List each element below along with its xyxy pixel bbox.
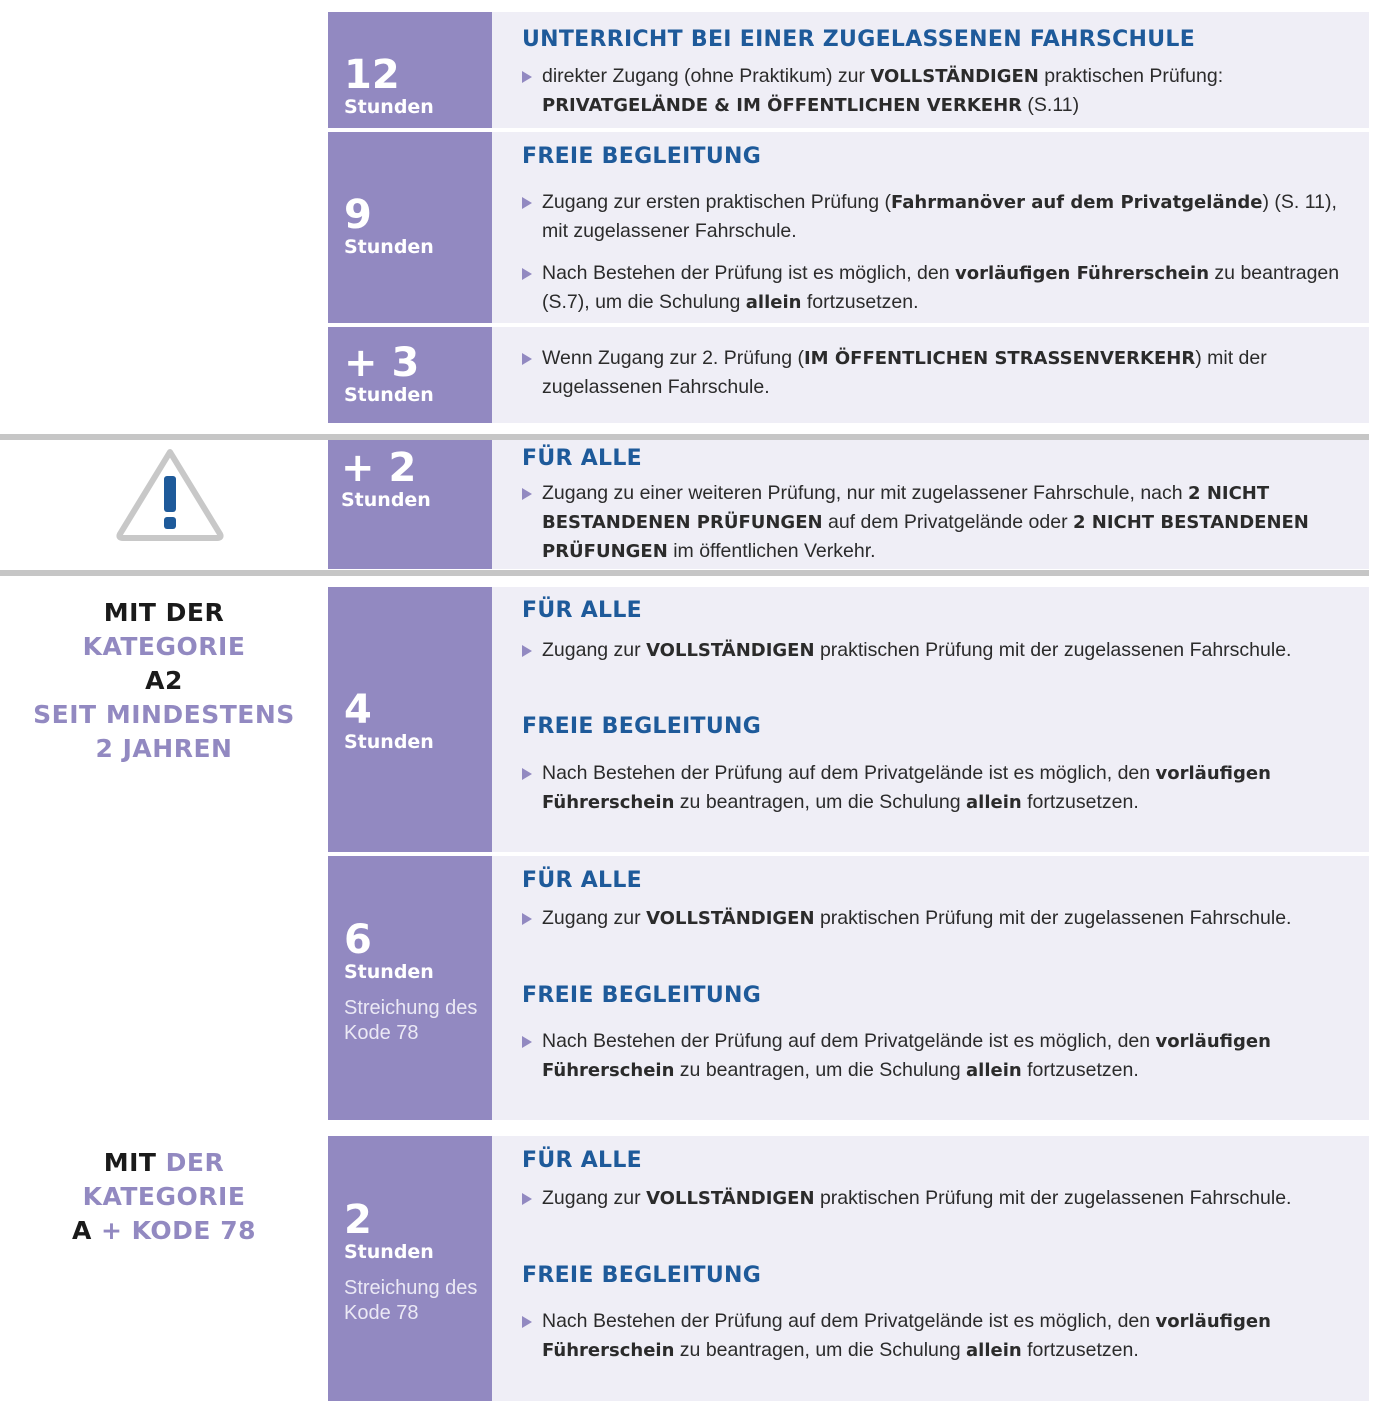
bold-text: 2 NICHT BESTANDENEN PRÜFUNGEN [542,483,1270,533]
side-label-part: A [71,1216,92,1245]
content-panel [492,132,1369,323]
bold-text: IM ÖFFENTLICHEN STRASSENVERKEHR [803,348,1196,369]
hours-box [328,587,492,852]
hours-number: 4 [344,687,372,733]
bullet-triangle-icon [522,1316,532,1328]
bullet-triangle-icon [522,71,532,83]
bullet-text: Nach Bestehen der Prüfung auf dem Privatgelände ist es möglich, den vorläufigen Führerschein zu beantragen, um die Schulung allein fortzusetzen. [522,1307,1314,1365]
hours-box [328,12,492,128]
side-label-part: DER [156,1148,225,1177]
bold-text: allein [966,1060,1022,1081]
block-plus-2-stunden [328,440,1369,569]
bullet-triangle-icon [522,268,532,280]
content-panel [492,327,1369,423]
bold-text: vorläufigen Führerschein [542,1311,1271,1361]
bullet-text: direkter Zugang (ohne Praktikum) zur VOLLSTÄNDIGEN praktischen Prüfung: PRIVATGELÄNDE & IM ÖFFENTLICHEN VERKEHR (S.11) [522,62,1359,120]
bullet-text: Nach Bestehen der Prüfung ist es möglich, den vorläufigen Führerschein zu beantragen (S.7), um die Schulung allein fortzusetzen. [522,259,1359,317]
block-4-stunden [328,587,1369,852]
side-label-part: MIT [103,1148,157,1177]
side-label-line: SEIT MINDESTENS [33,700,295,729]
hours-note: Streichung des Kode 78 [344,1277,478,1324]
section-heading: FREIE BEGLEITUNG [522,983,762,1008]
hours-number: 12 [344,52,400,98]
warning-triangle-icon [114,446,226,546]
side-label-line: KATEGORIE [82,632,246,661]
bullet-text: Nach Bestehen der Prüfung auf dem Privatgelände ist es möglich, den vorläufigen Führerschein zu beantragen, um die Schulung allein fortzusetzen. [522,759,1314,817]
block-6-stunden [328,856,1369,1120]
section-heading: UNTERRICHT BEI EINER ZUGELASSENEN FAHRSCHULE [522,27,1196,52]
section-heading: FÜR ALLE [522,868,642,893]
bullet-text: Zugang zur ersten praktischen Prüfung (Fahrmanöver auf dem Privatgelände) (S. 11), mit zugelassener Fahrschule. [522,188,1359,246]
bullet-text: Wenn Zugang zur 2. Prüfung (IM ÖFFENTLICHEN STRASSENVERKEHR) mit der zugelassenen Fahrschule. [522,344,1359,402]
bold-text: allein [966,792,1022,813]
hours-unit: Stunden [344,96,434,118]
hours-number: 6 [344,917,372,963]
divider-bottom [0,570,1369,576]
section-heading: FÜR ALLE [522,446,642,471]
bullet-triangle-icon [522,913,532,925]
hours-number: + 3 [344,340,420,386]
bold-text: 2 NICHT BESTANDENEN PRÜFUNGEN [542,512,1309,562]
side-label-line [0,1214,328,1248]
bullet-text: Zugang zur VOLLSTÄNDIGEN praktischen Prüfung mit der zugelassenen Fahrschule. [522,636,1344,665]
side-label-a2 [0,596,328,766]
bullet-triangle-icon [522,768,532,780]
side-label-line: KATEGORIE [82,1182,246,1211]
bullet-text: Zugang zur VOLLSTÄNDIGEN praktischen Prüfung mit der zugelassenen Fahrschule. [522,904,1344,933]
section-heading: FREIE BEGLEITUNG [522,714,762,739]
bullet-text: Zugang zu einer weiteren Prüfung, nur mit zugelassener Fahrschule, nach 2 NICHT BESTANDENEN PRÜFUNGEN auf dem Privatgelände oder 2 NICHT BESTANDENEN PRÜFUNGEN im öffentlichen Verkehr. [522,479,1359,566]
section-heading: FÜR ALLE [522,1148,642,1173]
bullet-triangle-icon [522,488,532,500]
hours-box [328,132,492,323]
bold-text: allein [745,292,802,313]
bullet-triangle-icon [522,353,532,365]
block-plus-3-stunden [328,327,1369,423]
content-panel [492,1136,1369,1401]
bold-text: vorläufigen Führerschein [542,1031,1271,1081]
block-12-stunden [328,12,1369,128]
bold-text: Fahrmanöver auf dem Privatgelände [891,192,1263,213]
block-9-stunden [328,132,1369,323]
hours-box [328,1136,492,1401]
content-panel [492,856,1369,1120]
side-label-line: A2 [145,666,183,695]
bold-text: vorläufigen Führerschein [955,263,1210,284]
hours-unit: Stunden [344,384,434,406]
hours-box [328,856,492,1120]
hours-number: 2 [344,1197,372,1243]
bullet-text: Zugang zur VOLLSTÄNDIGEN praktischen Prüfung mit der zugelassenen Fahrschule. [522,1184,1344,1213]
bold-text: allein [966,1340,1022,1361]
section-heading: FÜR ALLE [522,598,642,623]
section-heading: FREIE BEGLEITUNG [522,144,762,169]
bold-text: vorläufigen Führerschein [542,763,1271,813]
hours-unit: Stunden [344,1241,434,1263]
bullet-triangle-icon [522,197,532,209]
content-panel [492,587,1369,852]
hours-box [328,440,492,569]
bold-text: VOLLSTÄNDIGEN [870,66,1039,87]
hours-box [328,327,492,423]
hours-unit: Stunden [341,489,431,511]
hours-number: + 2 [341,445,417,491]
hours-number: 9 [344,192,372,238]
side-label-line [0,1146,328,1180]
side-label-line: MIT DER [103,598,225,627]
content-panel [492,440,1369,569]
hours-unit: Stunden [344,236,434,258]
hours-unit: Stunden [344,961,434,983]
side-label-part: + KODE 78 [91,1216,257,1245]
section-heading: FREIE BEGLEITUNG [522,1263,762,1288]
bold-text: VOLLSTÄNDIGEN [646,1188,815,1209]
bold-text: VOLLSTÄNDIGEN [646,908,815,929]
hours-unit: Stunden [344,731,434,753]
bullet-text: Nach Bestehen der Prüfung auf dem Privatgelände ist es möglich, den vorläufigen Führerschein zu beantragen, um die Schulung allein fortzusetzen. [522,1027,1314,1085]
bullet-triangle-icon [522,1193,532,1205]
side-label-line: 2 JAHREN [95,734,233,763]
bold-text: PRIVATGELÄNDE & IM ÖFFENTLICHEN VERKEHR [542,95,1023,116]
hours-note: Streichung des Kode 78 [344,997,478,1044]
bold-text: VOLLSTÄNDIGEN [646,640,815,661]
block-2-stunden [328,1136,1369,1401]
side-label-a-kode-78 [0,1146,328,1248]
bullet-triangle-icon [522,645,532,657]
bullet-triangle-icon [522,1036,532,1048]
content-panel [492,12,1369,128]
